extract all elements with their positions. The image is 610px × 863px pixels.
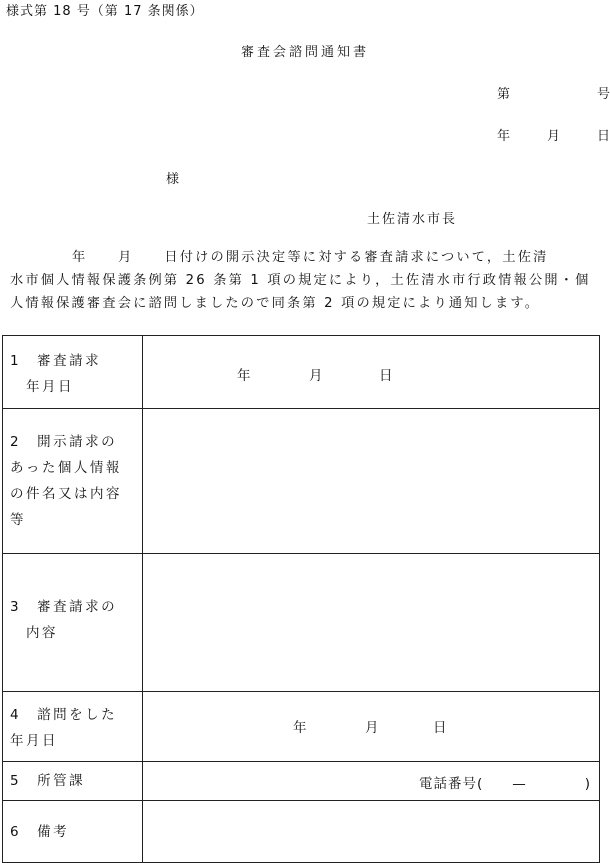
table-row	[3, 336, 600, 409]
body-line-1: 年 月 日付けの開示決定等に対する審査請求について，土佐清	[72, 250, 549, 265]
doc-number-suffix: 号	[597, 87, 610, 102]
table-row	[3, 692, 600, 762]
request-month: 月	[309, 368, 323, 384]
notice-form-table	[2, 335, 600, 863]
row-value-department[interactable]	[143, 762, 600, 801]
row-label-disclosure-subject: 2 開示請求の あった個人情報 の件名又は内容 等	[3, 409, 143, 554]
doc-number-prefix: 第	[497, 87, 511, 102]
request-year: 年	[237, 368, 251, 384]
phone-number-field: 電話番号( — )	[418, 776, 591, 792]
row-value-disclosure-subject[interactable]	[143, 409, 600, 554]
document-title: 審査会諮問通知書	[240, 45, 369, 60]
inquiry-day: 日	[433, 720, 447, 736]
inquiry-month: 月	[365, 720, 379, 736]
row-value-request-date[interactable]	[143, 336, 600, 409]
row-value-remarks[interactable]	[143, 801, 600, 863]
row-value-inquiry-date[interactable]	[143, 692, 600, 762]
table-row	[3, 554, 600, 692]
row-label-inquiry-date: 4 諮問をした 年月日	[3, 692, 143, 762]
row-value-request-content[interactable]	[143, 554, 600, 692]
doc-date-day: 日	[597, 129, 610, 144]
form-number: 様式第 18 号（第 17 条関係）	[6, 4, 204, 19]
table-row	[3, 801, 600, 863]
row-label-request-content: 3 審査請求の 内容	[3, 554, 143, 692]
table-row	[3, 409, 600, 554]
request-day: 日	[379, 368, 393, 384]
issuer-name: 土佐清水市長	[367, 212, 458, 227]
table-row	[3, 762, 600, 801]
body-line-2: 水市個人情報保護条例第 26 条第 1 項の規定により，土佐清水市行政情報公開・個	[10, 273, 591, 288]
body-line-3: 人情報保護審査会に諮問しましたので同条第 2 項の規定により通知します。	[10, 296, 541, 311]
doc-date-month: 月	[547, 129, 561, 144]
row-label-department: 5 所管課	[3, 762, 143, 801]
inquiry-year: 年	[293, 720, 307, 736]
row-label-request-date: 1 審査請求 年月日	[3, 336, 143, 409]
addressee-honorific: 様	[166, 172, 180, 187]
notice-body	[10, 246, 610, 315]
row-label-remarks: 6 備考	[3, 801, 143, 863]
doc-date-year: 年	[497, 129, 511, 144]
